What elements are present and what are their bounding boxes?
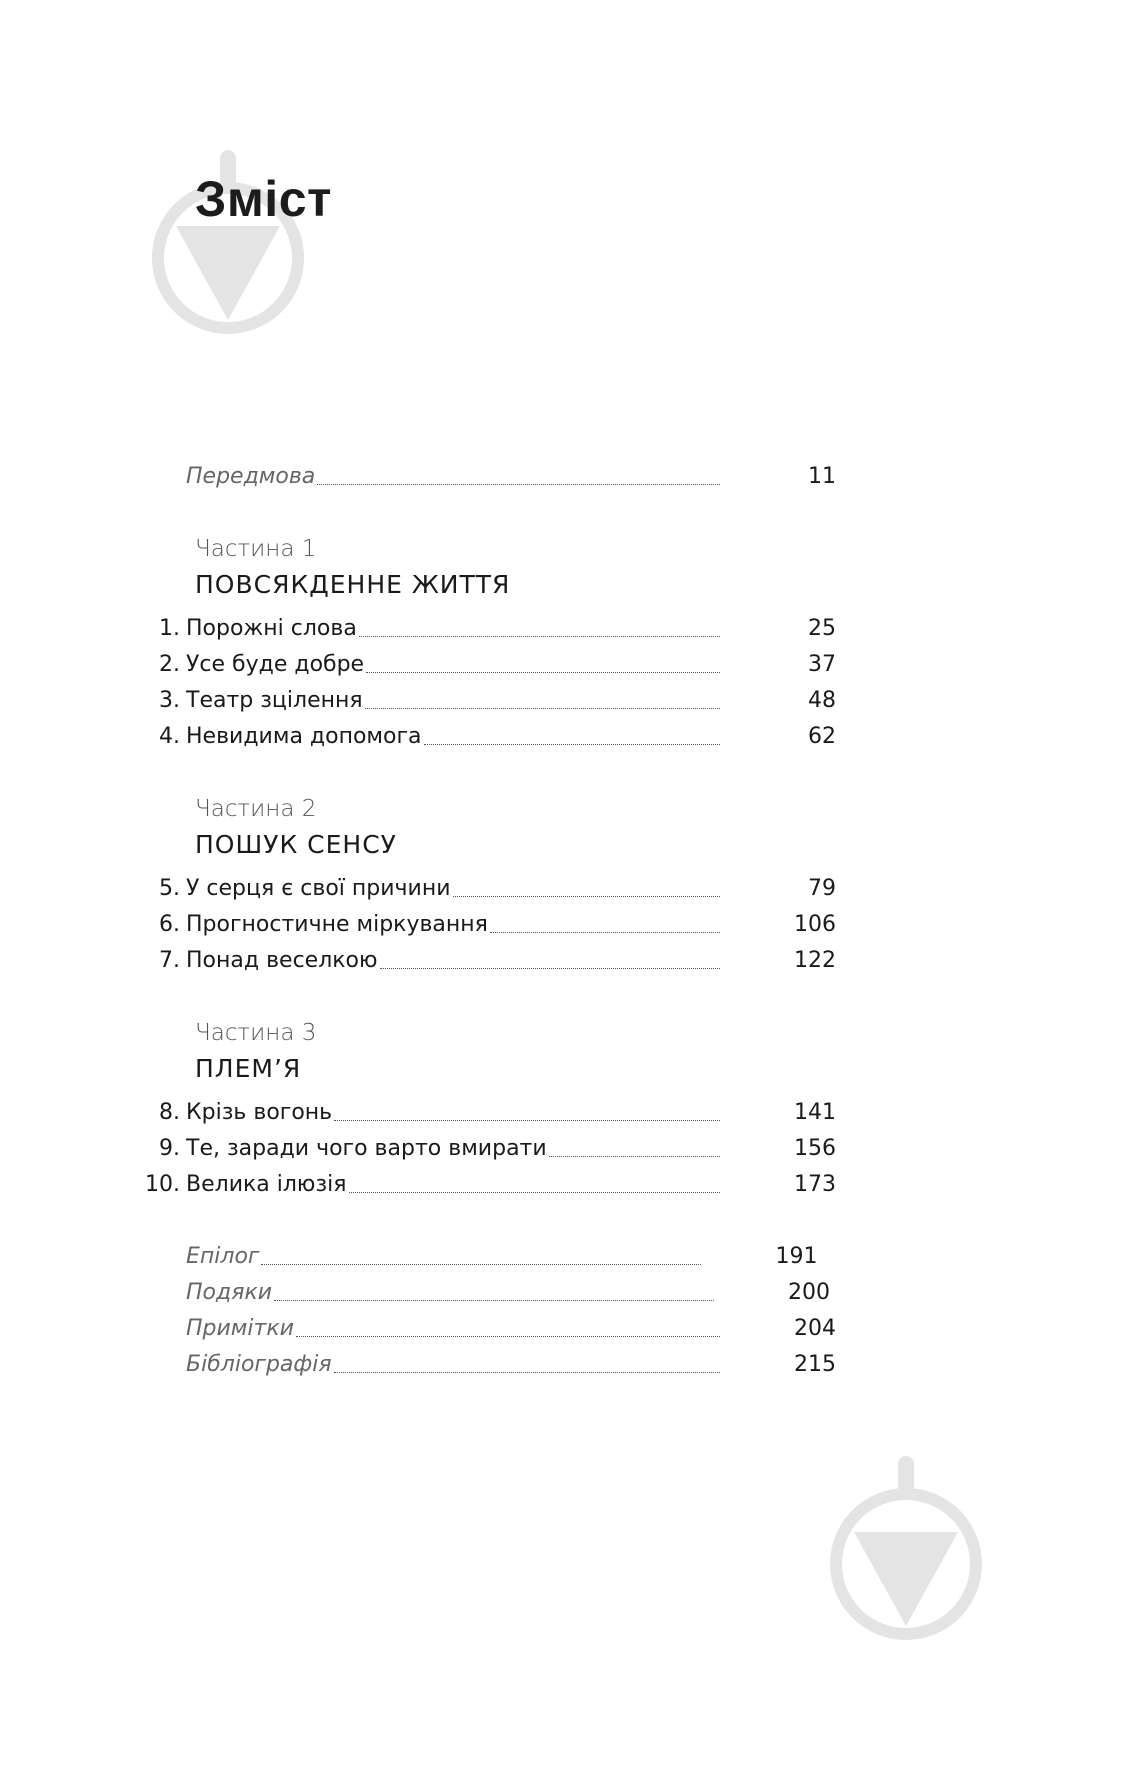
part-title: ПОШУК СЕНСУ — [195, 830, 397, 859]
toc-entry-label: Усе буде добре — [186, 652, 365, 677]
dot-leader — [424, 743, 720, 745]
toc-entry-page: 48 — [808, 688, 836, 713]
toc-entry[interactable] — [130, 1168, 836, 1198]
part-label: Частина 1 — [195, 536, 317, 562]
toc-entry-label: Понад веселкою — [186, 948, 378, 973]
dot-leader — [366, 671, 720, 673]
toc-entry-page: 11 — [808, 464, 836, 489]
toc-entry-label: Примітки — [186, 1316, 294, 1341]
toc-entry-page: 25 — [808, 616, 836, 641]
toc-entry-page: 173 — [794, 1172, 836, 1197]
toc-entry-page: 106 — [794, 912, 836, 937]
dot-leader — [549, 1155, 720, 1157]
toc-entry-page: 141 — [794, 1100, 836, 1125]
toc-entry-page: 215 — [794, 1352, 836, 1377]
toc-entry-label: Прогностичне міркування — [186, 912, 488, 937]
chapter-number: 5. — [159, 876, 180, 901]
toc-entry-label: Епілог — [186, 1244, 260, 1269]
part-title: ПЛЕМ’Я — [195, 1054, 302, 1083]
toc-entry-label: Крізь вогонь — [186, 1100, 333, 1125]
dot-leader — [261, 1263, 701, 1265]
toc-entry-page: 200 — [788, 1280, 831, 1305]
toc-entry-label: У серця є свої причини — [186, 876, 451, 901]
toc-entry-page: 79 — [808, 876, 836, 901]
part-label: Частина 2 — [195, 796, 317, 822]
dot-leader — [296, 1335, 720, 1337]
toc-entry[interactable] — [130, 908, 836, 938]
dot-leader — [334, 1119, 720, 1121]
chapter-number: 2. — [159, 652, 180, 677]
dot-leader — [317, 483, 720, 485]
chapter-number: 4. — [159, 724, 180, 749]
part-title: ПОВСЯКДЕННЕ ЖИТТЯ — [195, 570, 511, 599]
chapter-number: 8. — [159, 1100, 180, 1125]
dot-leader — [359, 635, 720, 637]
toc-entry-bibliography[interactable] — [130, 1348, 836, 1378]
toc-entry-page: 204 — [794, 1316, 836, 1341]
toc-entry[interactable] — [130, 872, 836, 902]
chapter-number: 3. — [159, 688, 180, 713]
toc-entry-page: 191 — [775, 1244, 818, 1269]
chapter-number: 7. — [159, 948, 180, 973]
dot-leader — [490, 931, 720, 933]
chapter-number: 10. — [145, 1172, 180, 1197]
toc-entry[interactable] — [130, 1096, 836, 1126]
toc-entry-page: 62 — [808, 724, 836, 749]
toc-entry-label: Невидима допомога — [186, 724, 422, 749]
chapter-number: 6. — [159, 912, 180, 937]
chapter-number: 1. — [159, 616, 180, 641]
toc-entry-label: Те, заради чого варто вмирати — [186, 1136, 547, 1161]
toc-entry-label: Велика ілюзія — [186, 1172, 347, 1197]
toc-entry-acknowledgements[interactable] — [130, 1276, 836, 1306]
toc-entry[interactable] — [130, 648, 836, 678]
toc-entry-epilogue[interactable] — [130, 1240, 836, 1270]
part-label: Частина 3 — [195, 1020, 317, 1046]
dot-leader — [380, 967, 720, 969]
dot-leader — [453, 895, 720, 897]
watermark-download-icon — [826, 1454, 986, 1644]
toc-entry[interactable] — [130, 944, 836, 974]
dot-leader — [349, 1191, 721, 1193]
chapter-number: 9. — [159, 1136, 180, 1161]
toc-entry[interactable] — [130, 1132, 836, 1162]
toc-entry[interactable] — [130, 612, 836, 642]
dot-leader — [334, 1371, 720, 1373]
toc-entry[interactable] — [130, 720, 836, 750]
toc-entry-page: 37 — [808, 652, 836, 677]
toc-entry-label: Подяки — [186, 1280, 273, 1305]
toc-entry-label: Порожні слова — [186, 616, 357, 641]
page-title: Зміст — [195, 171, 332, 227]
dot-leader — [274, 1299, 714, 1301]
toc-entry-label: Бібліографія — [186, 1352, 332, 1377]
toc-entry-page: 122 — [794, 948, 836, 973]
toc-entry-preface[interactable] — [130, 460, 836, 490]
toc-entry-notes[interactable] — [130, 1312, 836, 1342]
toc-entry-page: 156 — [794, 1136, 836, 1161]
toc-entry[interactable] — [130, 684, 836, 714]
toc-entry-label: Передмова — [186, 464, 316, 489]
toc-entry-label: Театр зцілення — [186, 688, 363, 713]
dot-leader — [365, 707, 720, 709]
